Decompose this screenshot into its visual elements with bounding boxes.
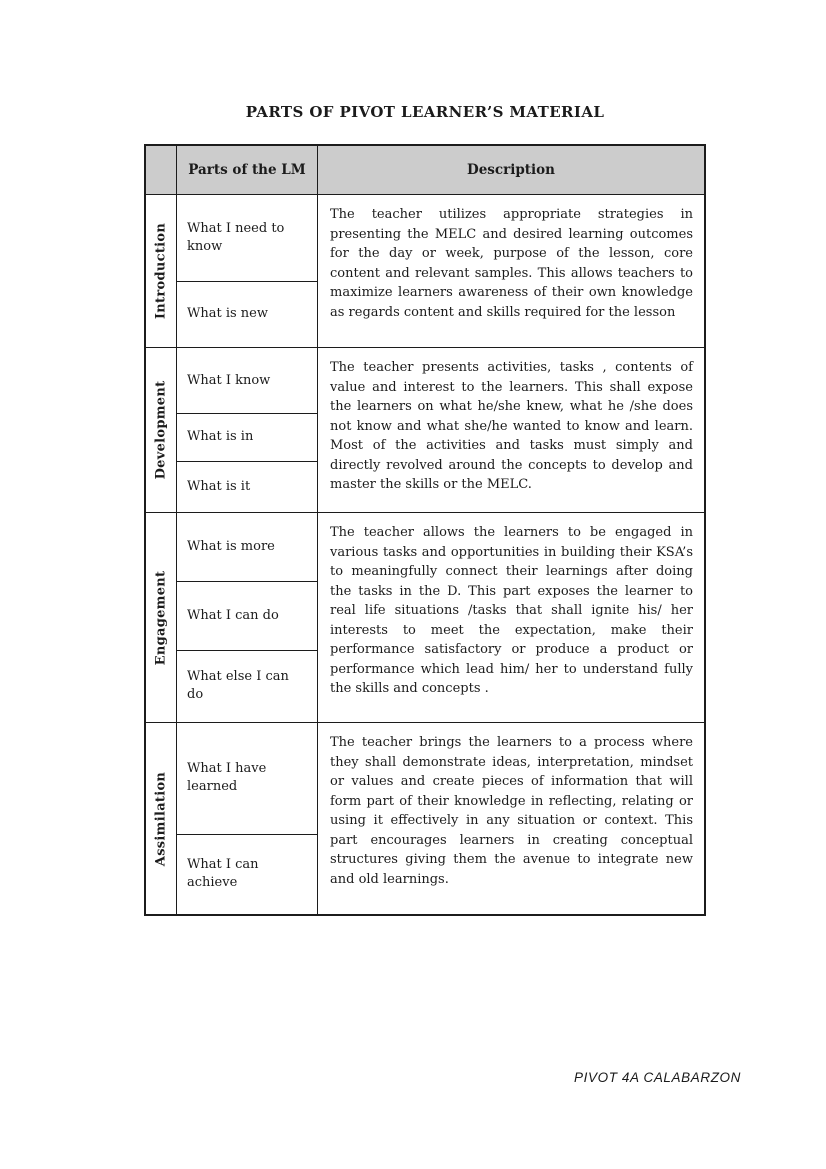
part-cell-what-is-it: [177, 461, 317, 512]
part-cell-what-else-i-can-do: [177, 650, 317, 722]
description-cell-introduction: The teacher utilizes appropriate strategies in presenting the MELC and desired learning outcomes for the day or week, purpose of the lesson, core content and relevant samples. This allows teachers to maximize learners awareness of their own knowledge as regards content and skills required for the lesson: [330, 207, 693, 320]
part-label: What is it: [187, 478, 251, 494]
part-label: What is in: [187, 429, 254, 445]
description-cell-development: The teacher presents activities, tasks , contents of value and interest to the learners. This shall expose the learners on what he/she knew, what he /she does not know and what she/he wanted to know and learn. Most of the activities and tasks must simply and directly revolved around the concepts to develop and master the skills or the MELC.: [330, 360, 693, 492]
footer-watermark: PIVOT 4A CALABARZON: [574, 1070, 741, 1085]
header-cell-parts: Parts of the LM: [177, 146, 318, 194]
pivot-lm-table: [144, 144, 706, 916]
stage-label-engagement: Engagement: [153, 570, 169, 665]
stage-cell-engagement: [146, 513, 177, 722]
stage-label-assimilation: Assimilation: [153, 771, 169, 866]
part-label: What I can do: [187, 608, 279, 624]
section-introduction: [146, 194, 704, 347]
description-cell-engagement: The teacher allows the learners to be engaged in various tasks and opportunities in building their KSA’s to meaningfully connect their learnings after doing the tasks in the D. This part exposes the learner to real life situations /tasks that shall ignite his/ her interests to meet the expectation, make their performance satisfactory or produce a product or performance which lead him/ her to understand fully the skills and concepts .: [330, 525, 693, 696]
part-label: What is more: [187, 539, 275, 555]
part-label: What is new: [187, 306, 268, 322]
part-cell-what-i-know: [177, 348, 317, 413]
section-development: [146, 347, 704, 512]
parts-column-assimilation: [177, 723, 318, 914]
stage-label-development: Development: [153, 380, 169, 480]
part-label: What I know: [187, 372, 271, 388]
header-cell-description: Description: [467, 162, 555, 178]
part-cell-what-is-new: [177, 281, 317, 347]
section-assimilation: [146, 722, 704, 914]
part-label: What I need to know: [187, 220, 285, 255]
stage-cell-development: [146, 348, 177, 512]
part-label: What I have learned: [187, 761, 267, 795]
part-cell-what-is-more: [177, 513, 317, 581]
parts-column-engagement: [177, 513, 318, 722]
description-cell-assimilation: The teacher brings the learners to a process where they shall demonstrate ideas, interpretation, mindset or values and create pieces of information that will form part of their knowledge in reflecting, relating or using it effectively in any situation or context. This part encourages learners in creating conceptual structures giving them the avenue to integrate new and old learnings.: [330, 735, 693, 887]
part-cell-what-i-can-achieve: [177, 834, 317, 914]
table-header-row: [146, 146, 704, 194]
stage-label-introduction: Introduction: [153, 222, 169, 320]
part-cell-what-i-can-do: [177, 581, 317, 650]
parts-column-development: [177, 348, 318, 512]
parts-column-introduction: [177, 195, 318, 347]
header-cell-stage-empty: [146, 146, 177, 194]
part-label: What I can achieve: [187, 857, 259, 891]
part-label: What else I can do: [187, 669, 289, 703]
part-cell-what-i-have-learned: [177, 723, 317, 834]
page-title: PARTS OF PIVOT LEARNER’S MATERIAL: [245, 103, 605, 121]
part-cell-what-i-need-to-know: [177, 195, 317, 281]
stage-cell-introduction: [146, 195, 177, 347]
part-cell-what-is-in: [177, 413, 317, 461]
stage-cell-assimilation: [146, 723, 177, 914]
section-engagement: [146, 512, 704, 722]
